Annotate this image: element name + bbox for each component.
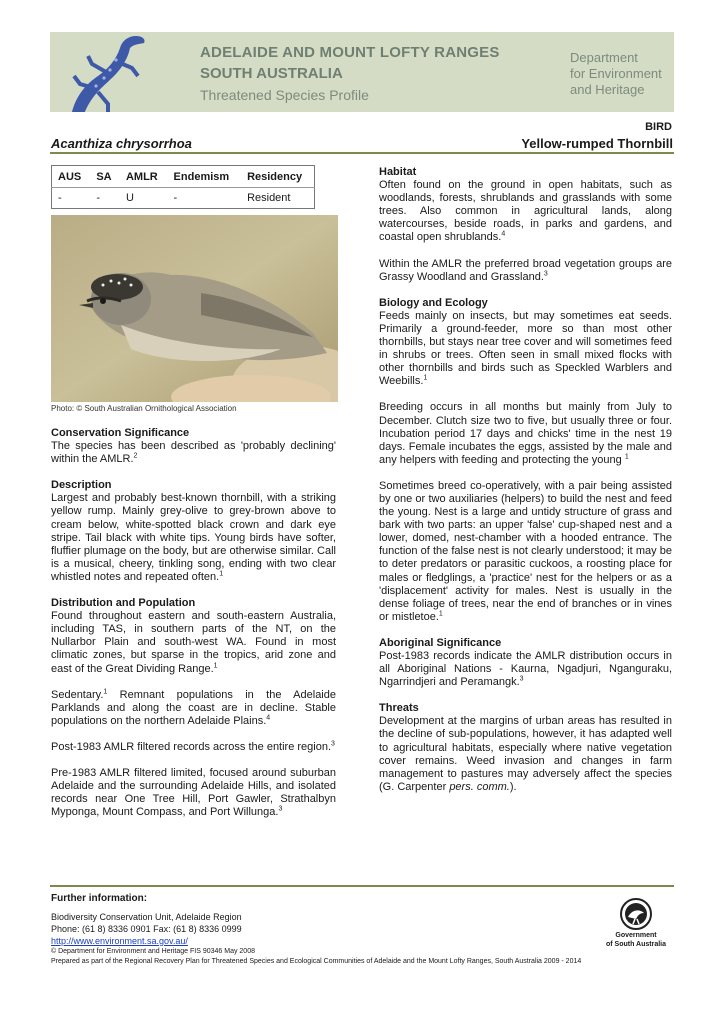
bird-photo [51,215,338,402]
aboriginal-text: Post-1983 records indicate the AMLR distribution occurs in all Aboriginal Nations - Kaurna, Ngadjuri, Nganguraku, Ngarrindjeri and Peramangk. [379,650,672,689]
footer-phone: Phone: (61 8) 8336 0901 Fax: (61 8) 8336 0999 [51,924,242,934]
footer [51,893,675,967]
piping-shrike-emblem-icon [618,897,654,931]
conservation-text: The species has been described as 'probably declining' within the AMLR. [51,440,336,466]
status-header: SA [90,166,120,188]
footer-divider [50,885,674,887]
threats-text: Development at the margins of urban areas has resulted in the decline of sub-populations, however, it has adapted well to agricultural habitats, especially where native vegetation cover remains. Weed invasion and changes in farm management to pastures may adversely affect the species (G. Carpenter [379,715,672,793]
left-column: Conservation Significance The species has been described as 'probably declining' within the AMLR.$^2$ Description Largest and probably best-known thornbill, with a striking yellow rump. Mainly grey-olive to grey-brown above to cream below, white-spotted black crown and dark eye stripe. Tail black with white tips. Young birds have softer, fluffier plumage on the body, but are otherwise similar. Call is a musical, cheery, tinkling song, ending with two clear whistled notes and repeated often.$^1$ Distribution and Population Found throughout eastern and south-eastern Australia, including TAS, in southern parts of the NT, on the Nullarbor Plain and south-west WA. Found in most climatic zones, but sparse in the tropics, arid zone and east of the Great Dividing Range.$^1$ Sedentary.$^1$ Remnant populations in the Adelaide Parklands and along the coast are in decline. Stable populations on the northern Adelaide Plains.$^4$ Post-1983 AMLR filtered records across the entire region.$^3$ Pre-1983 AMLR filtered limited, focused around suburban Adelaide and the surrounding Adelaide Hills, and isolated records near One Tree Hill, Port Gawler, Strathalbyn Myponga, Mount Compass, and Port Willunga.$^3$ [51,427,336,819]
status-header: Endemism [168,166,242,188]
sedentary-text: Sedentary. [51,688,104,701]
biology-text: Feeds mainly on insects, but may sometimes eat seeds. Primarily a ground-feeder, more so than most other thornbills, but stays near tree cover and will sometimes feed in shrubs or trees. Often seen in small mixed flocks with other thornbills and birds such as Speckled Warblers and Weebills. [379,309,672,388]
status-header: AUS [52,166,91,188]
department-name: Department for Environment and Heritage [570,50,662,97]
pre1983-text: Pre-1983 AMLR filtered limited, focused around suburban Adelaide and the surrounding Adelaide Hills, and isolated records near One Tree Hill, Port Gawler, Strathalbyn Myponga, Mount Compass, and Port Willunga. [51,766,336,819]
lizard-icon [58,32,154,112]
cooperative-breeding-text: Sometimes breed co-operatively, with a pair being assisted by one or two auxiliaries (helpers) to build the nest and feed the young. Nest is a large and untidy structure of grass and bark with two parts: an upper 'false' cup-shaped nest and a lower, domed, nest-chamber with a hooded entrance. The function of the false nest is not clearly understood; it may be to deter predators or parasitic cuckoos, a roosting place for males or fledglings, a 'practice' nest for the helpers or as a 'displacement' activity for males. Nest is usually in the dense foliage of trees, near the end of branches or in vines or mistletoe. [379,479,672,623]
habitat-text: Often found on the ground in open habitats, such as woodlands, forests, shrublands and grasslands with some trees. Also common in agricultural lands, along watercourses, beside roads, in parks and gardens, and coastal open shrublands. [379,179,672,244]
status-header: Residency [241,166,314,188]
header-banner [50,32,674,112]
banner-subtitle: Threatened Species Profile [200,87,369,103]
gov-line2: of South Australia [605,941,667,948]
distribution-heading: Distribution and Population [51,597,196,610]
status-value: Resident [247,192,291,204]
threats-heading: Threats [379,702,419,715]
description-text: Largest and probably best-known thornbill, with a striking yellow rump. Mainly grey-olive to grey-brown above to cream below, white-spotted black crown and dark eye stripe. Tail black with white tips. Young birds have softer, fluffier plumage on the body, but are otherwise similar. Call is a musical, cheery, tinkling song, ending with two clear whistled notes and repeated often. [51,492,336,583]
status-value: - [173,192,178,204]
habitat-heading: Habitat [379,166,417,178]
status-value: - [96,192,100,204]
status-header: AMLR [120,166,168,188]
footer-prepared: Prepared as part of the Regional Recovery Plan for Threatened Species and Ecological Communities of Adelaide and the Mount Lofty Ranges, South Australia 2009 - 2014 [51,958,582,965]
description-heading: Description [51,479,112,492]
status-value: - [58,192,62,204]
footer-website-link[interactable]: http://www.environment.sa.gov.au/ [51,936,188,946]
scientific-name: Acanthiza chrysorrhoa [51,136,192,151]
status-value: U [125,192,134,204]
distribution-text: Found throughout eastern and south-eastern Australia, including TAS, in southern parts of the NT, on the Nullarbor Plain and south-west WA. Found in most climatic zones, but sparse in the tropics, arid zone and east of the Great Dividing Range. [51,610,336,675]
footer-unit: Biodiversity Conservation Unit, Adelaide Region [51,912,242,922]
banner-title-line1: ADELAIDE AND MOUNT LOFTY RANGES [200,44,500,61]
conservation-heading: Conservation Significance [51,427,190,439]
title-divider [50,152,674,154]
breeding-text: Breeding occurs in all months but mainly from July to December. Clutch size two to five, but usually three or four. Incubation period 17 days and chicks' time in the nest 19 days. Female incubates the eggs, assisted by the male and any helpers with feeding and protecting the young [379,401,672,466]
habitat2-text: Within the AMLR the preferred broad vegetation groups are Grassy Woodland and Grassland. [379,257,672,283]
photo-caption: Photo: © South Australian Ornithological Association [51,404,237,413]
footer-copyright: © Department for Environment and Heritage FIS 90346 May 2008 [51,948,255,955]
status-table [51,165,315,209]
common-name: Yellow-rumped Thornbill [521,136,673,151]
banner-title-line2: SOUTH AUSTRALIA [200,65,343,82]
biology-heading: Biology and Ecology [379,296,488,309]
gov-line1: Government [615,932,657,939]
species-category: BIRD [645,121,672,133]
aboriginal-heading: Aboriginal Significance [379,636,502,649]
post1983-text: Post-1983 AMLR filtered records across the entire region. [51,740,332,753]
right-column: Habitat Often found on the ground in open habitats, such as woodlands, forests, shrublands and grasslands with some trees. Also common in agricultural lands, along watercourses, beside roads, in parks and gardens, and coastal open shrublands.$^4$ Within the AMLR the preferred broad vegetation groups are Grassy Woodland and Grassland.$^3$ Biology and Ecology Feeds mainly on insects, but may sometimes eat seeds. Primarily a ground-feeder, more so than most other thornbills, but stays near tree cover and will sometimes feed in shrubs or trees. Often seen in small mixed flocks with other thornbills and birds such as Speckled Warblers and Weebills.$^1$ Breeding occurs in all months but mainly from July to December. Clutch size two to five, but usually three or four. Incubation period 17 days and chicks' time in the nest 19 days. Female incubates the eggs, assisted by the male and any helpers with feeding and protecting the young $^1$ Sometimes breed co-operatively, with a pair being assisted by one or two auxiliaries (helpers) to build the nest and feed the young. Nest is a large and untidy structure of grass and bark with two parts: an upper 'false' cup-shaped nest and a lower, domed, nest-chamber with a hooded entrance. The function of the false nest is not clearly understood; it may be to deter predators or parasitic cuckoos, a roosting place for males or fledglings, a 'practice' nest for the helpers or as a 'displacement' activity for males. Nest is usually in the dense foliage of trees, near the end of branches or in vines or mistletoe.$^1$ Aboriginal Significance Post-1983 records indicate the AMLR distribution occurs in all Aboriginal Nations - Kaurna, Ngadjuri, Nganguraku, Ngarrindjeri and Peramangk.$^3$ Threats Development at the margins of urban areas has resulted in the decline of sub-populations, however, it has adapted well to agricultural habitats, especially where native vegetation cover remains. Weed invasion and changes in farm management to pastures may adversely affect the species (G. Carpenter pers. comm.). [379,166,672,793]
footer-heading: Further information: [51,893,148,904]
government-logo [598,897,674,949]
